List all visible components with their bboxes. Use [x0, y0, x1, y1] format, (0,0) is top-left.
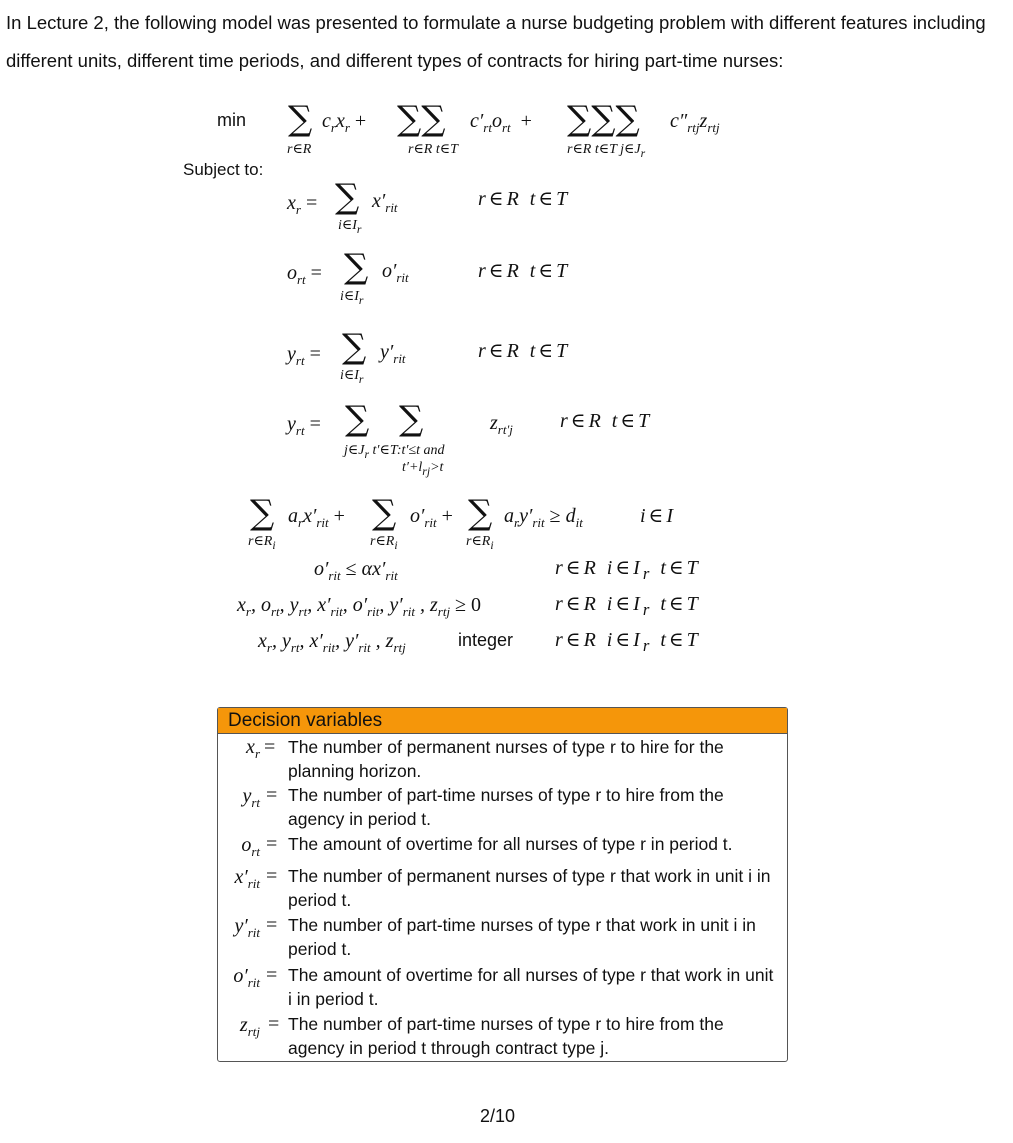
constraint-domain: r∈R t∈T [560, 410, 653, 432]
variable-definition: The number of permanent nurses of type r to hire for the planning horizon. [288, 737, 724, 781]
sum-symbol: ∑ [399, 399, 424, 439]
variable-symbol: $x'_{rit}$ [234, 866, 260, 891]
variable-symbol: $o'_{rit}$ [233, 965, 260, 990]
variable-definition: The number of part-time nurses of type r to hire from the agency in period t. [288, 785, 724, 829]
sum-index: r∈R t∈T $j\in J_r$ [567, 142, 646, 160]
sum-symbol: ∑∑ [397, 99, 446, 139]
variable-definition: The number of part-time nurses of type r to hire from the agency in period t through contract type j. [288, 1014, 724, 1058]
sum-symbol: ∑ [250, 493, 275, 533]
sum-symbol: ∑ [344, 247, 369, 287]
page-number: 2/10 [480, 1106, 516, 1126]
constraint-domain: r∈R $i\in I_r$ t∈T [555, 593, 701, 619]
sum-symbol: ∑ [335, 177, 360, 217]
constraint-domain: r∈R $i\in I_r$ t∈T [555, 629, 701, 655]
sum-symbol: ∑∑∑ [567, 99, 640, 139]
constraint-domain: r∈R t∈T [478, 260, 571, 282]
objective-term-1: $c_rx_r$ + [322, 110, 367, 135]
sum-symbol: ∑ [288, 99, 313, 139]
decision-variables-title: Decision variables [218, 708, 787, 734]
sum-index: r∈R t∈T [408, 142, 458, 157]
sum-symbol: ∑ [468, 493, 493, 533]
constraint-domain: r∈R t∈T [478, 188, 571, 210]
variable-definition: The number of permanent nurses of type r that work in unit i in period t. [288, 866, 771, 910]
decision-variables-box: Decision variables $x_r$ = The number of permanent nurses of type r to hire for the planning horizon. $y_{rt}$ = The number of part-time nurses of type r to hire from the agency in period t. $o_{rt}$ = The amount of overtime for all nurses of type r in period t. $x'_{rit}$ = The number of permanent nurses of type r that work in unit i in period t. $y'_{rit}$ = The number of part-time nurses of type r that work in unit i in period t. $o'_{rit}$ = The amount of overtime for all nurses of type r that work in unit i in period t. $z_{rtj}$ = The number of part-time nurses of type r to hire from the agency in period t through contract type j. [217, 707, 788, 1062]
subject-to-label: Subject to: [183, 160, 264, 179]
sum-symbol: ∑ [345, 399, 370, 439]
integer-label: integer [458, 630, 514, 650]
constraint-domain: r∈R $i\in I_r$ t∈T [555, 557, 701, 583]
min-label: min [217, 110, 247, 130]
objective-term-2: $c'_{rt}o_{rt}$ + [470, 110, 532, 135]
variable-definition: The amount of overtime for all nurses of type r in period t. [288, 834, 733, 854]
variable-symbol: $y_{rt}$ [242, 785, 260, 810]
intro-paragraph: In Lecture 2, the following model was presented to formulate a nurse budgeting problem with different features including different units, different time periods, and different types of contracts for hiring part-time nurses: [6, 12, 986, 71]
sum-symbol: ∑ [372, 493, 397, 533]
sum-symbol: ∑ [342, 327, 367, 367]
variable-symbol: $y'_{rit}$ [234, 915, 260, 940]
variable-symbol: $o_{rt}$ [241, 834, 260, 859]
objective-term-3: $c''_{rtj}z_{rtj}$ [670, 110, 720, 135]
variable-definition: The amount of overtime for all nurses of type r that work in unit i in period t. [288, 965, 774, 1009]
variable-symbol: $x_r$ [246, 736, 260, 761]
sum-index: r∈R [287, 142, 312, 157]
variable-symbol: $z_{rtj}$ [239, 1014, 260, 1039]
and-label: and [423, 443, 445, 458]
constraint-domain: r∈R t∈T [478, 340, 571, 362]
variable-definition: The number of part-time nurses of type r that work in unit i in period t. [288, 915, 756, 959]
constraint-domain: i∈I [640, 505, 677, 527]
